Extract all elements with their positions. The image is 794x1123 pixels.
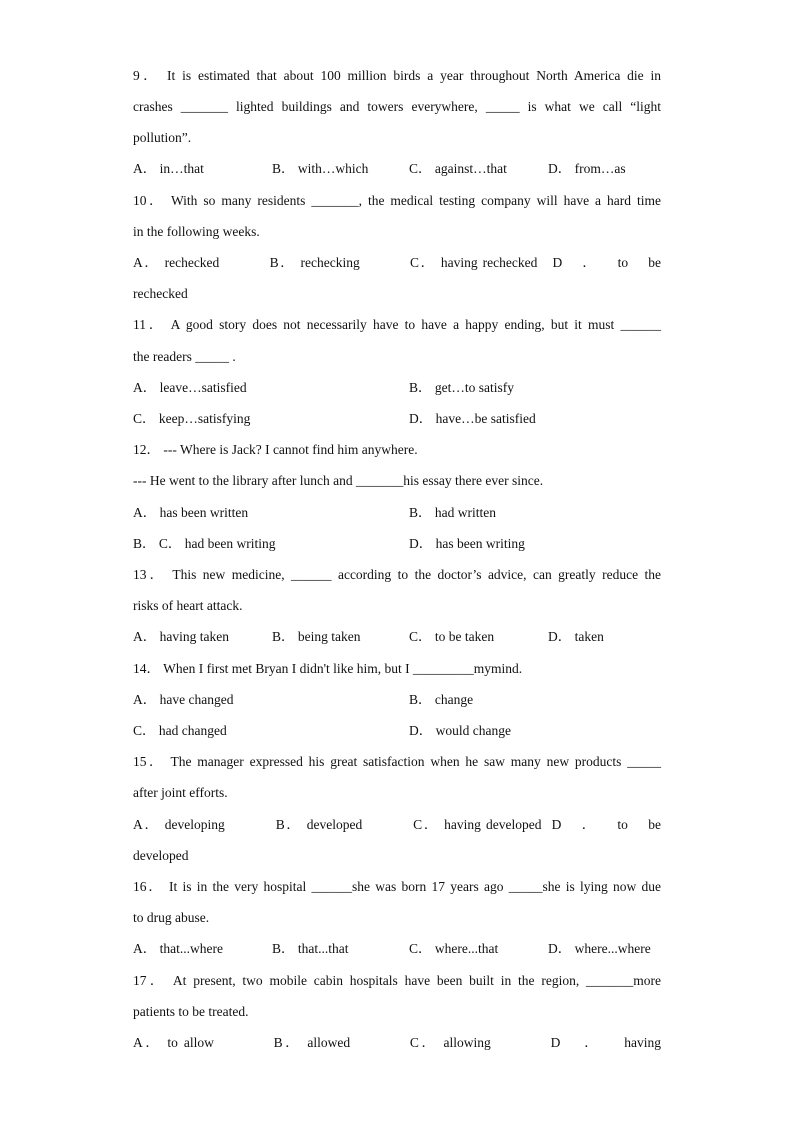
q12-option-a: A． has been written [133,505,249,520]
q9-option-a: A． in…that [133,161,204,176]
q11-stem-line-2: the readers _____ . [133,349,236,364]
q11-options-row-2 [133,409,661,429]
q9-stem-line-1: 9． It is estimated that about 100 million birds a year throughout North America die in [133,68,661,83]
q14-options-row-1 [133,690,661,710]
q12-options-row-2 [133,534,661,554]
q12-option-c: B． C． had been writing [133,536,276,551]
q16-option-b: B． that...that [272,941,349,956]
q11-options-row-1 [133,378,661,398]
q16-stem-line-1: 16． It is in the very hospital ______she was born 17 years ago _____she is lying now due [133,879,661,894]
q15-options: A． developing B． developed C． having developed D ． to be [133,817,661,832]
q13-options [133,627,661,647]
q10-options: A． rechecked B． rechecking C． having rechecked D ． to be [133,255,661,270]
q15-stem-line-1: 15． The manager expressed his great satisfaction when he saw many new products _____ [133,754,661,769]
q12-option-d: D． has been writing [409,536,525,551]
q10-stem-line-1: 10． With so many residents _______, the medical testing company will have a hard time [133,193,661,208]
q11-option-a: A． leave…satisfied [133,380,247,395]
q12-option-b: B． had written [409,505,496,520]
q11-option-c: C． keep…satisfying [133,411,251,426]
q11-stem-line-1: 11． A good story does not necessarily have to have a happy ending, but it must ______ [133,317,661,332]
q16-option-d: D． where...where [548,941,651,956]
q9-stem-line-2: crashes _______ lighted buildings and towers everywhere, _____ is what we call “light [133,99,661,114]
q9-stem-line-3: pollution”. [133,130,192,145]
q13-option-a: A． having taken [133,629,229,644]
q14-option-b: B． change [409,692,474,707]
q17-stem-line-1: 17． At present, two mobile cabin hospitals have been built in the region, _______more [133,973,661,988]
q9-option-b: B． with…which [272,161,369,176]
q10-stem-line-2: in the following weeks. [133,224,260,239]
q14-option-d: D． would change [409,723,511,738]
q14-stem-line-1: 14． When I first met Bryan I didn't like him, but I _________mymind. [133,661,523,676]
q12-stem-line-2: --- He went to the library after lunch and _______his essay there ever since. [133,473,544,488]
q13-option-d: D． taken [548,629,604,644]
q11-option-d: D． have…be satisfied [409,411,536,426]
q15-stem-line-2: after joint efforts. [133,785,228,800]
q13-option-c: C． to be taken [409,629,495,644]
q14-option-c: C． had changed [133,723,227,738]
q12-stem-line-1: 12． --- Where is Jack? I cannot find him anywhere. [133,442,418,457]
q14-option-a: A． have changed [133,692,234,707]
q12-options-row-1 [133,503,661,523]
q16-option-c: C． where...that [409,941,499,956]
q14-options-row-2 [133,721,661,741]
q16-options [133,939,661,959]
q13-stem-line-2: risks of heart attack. [133,598,243,613]
q16-stem-line-2: to drug abuse. [133,910,210,925]
q13-stem-line-1: 13． This new medicine, ______ according to the doctor’s advice, can greatly reduce the [133,567,661,582]
q11-option-b: B． get…to satisfy [409,380,514,395]
q9-options [133,159,661,179]
q15-options-wrap: developed [133,848,189,863]
q13-option-b: B． being taken [272,629,361,644]
q17-options: A． to allow B． allowed C． allowing D ． having [133,1035,661,1050]
q10-options-wrap: rechecked [133,286,188,301]
q16-option-a: A． that...where [133,941,223,956]
q9-option-c: C． against…that [409,161,507,176]
q9-option-d: D． from…as [548,161,626,176]
q17-stem-line-2: patients to be treated. [133,1004,249,1019]
